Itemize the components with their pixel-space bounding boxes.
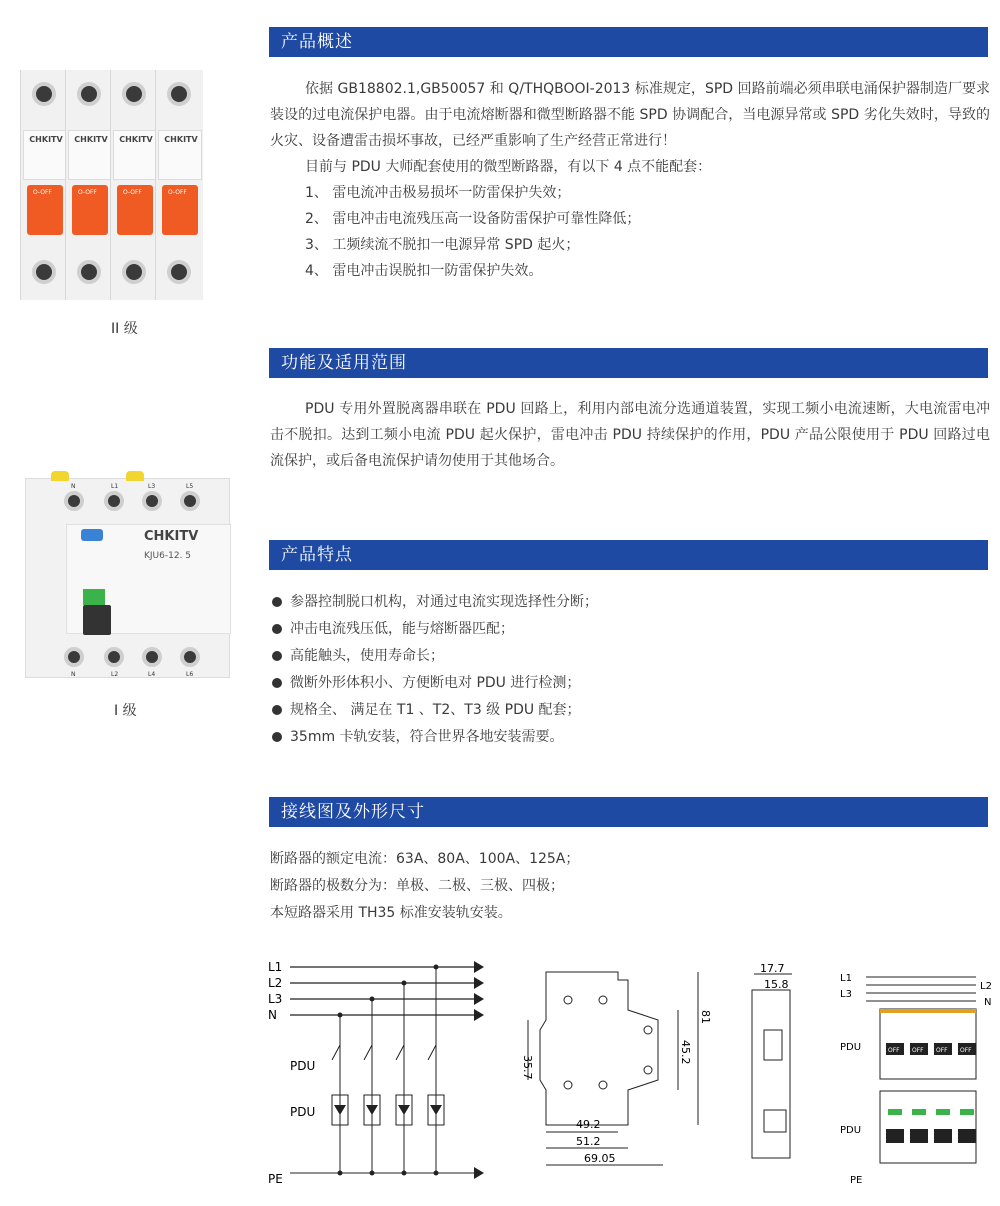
wiring-line: 断路器的极数分为：单极、二极、三极、四极； <box>270 878 564 894</box>
dimension-drawing-front <box>740 960 810 1165</box>
ground-label: PE <box>850 1175 863 1185</box>
product-image-class-2: CHKITV O-OFF CHKITV O-OFF CHKITV O-OFF CHKITV O-OFF <box>20 70 230 300</box>
dim-label: 35.7 <box>521 1055 534 1080</box>
feature-item: 高能触头，使用寿命长； <box>272 643 992 670</box>
overview-paragraph: 依据 GB18802.1,GB50057 和 Q/THQBOOI-2013 标准规定，SPD 回路前端必须串联电涌保护器制造厂要求装设的过电流保护电器。由于电流熔断器和微型断路器不能 SPD 协调配合，当电源异常或 SPD 劣化失效时，导致的火灾、设备遭雷击损坏事故，已经严重影响了生产经营正常进行！ <box>270 81 990 149</box>
svg-text:OFF: OFF <box>912 1047 924 1054</box>
dim-label: 45.2 <box>679 1040 692 1065</box>
section-title-overview: 产品概述 <box>269 27 988 57</box>
dim-label: 81 <box>699 1010 712 1024</box>
overview-item: 1、 雷电流冲击极易损坏一防雷保护失效； <box>305 185 571 201</box>
section-title-features: 产品特点 <box>269 540 988 570</box>
product-caption-class-2: II 级 <box>111 321 138 337</box>
pdu-label: PDU <box>840 1042 862 1053</box>
feature-item: 微断外形体积小、方便断电对 PDU 进行检测； <box>272 670 992 697</box>
dim-label: 51.2 <box>576 1135 601 1148</box>
wiring-line: 断路器的额定电流：63A、80A、100A、125A； <box>270 851 580 867</box>
bus-label: N <box>268 1008 277 1022</box>
product-image-class-1: N L1 L3 L5 CHKITV KJU6-12. 5 N L2 L4 L6 <box>25 478 230 678</box>
bus-label: L2 <box>268 976 283 990</box>
wiring-line: 本短路器采用 TH35 标准安装轨安装。 <box>270 905 512 921</box>
wiring-diagram-panel <box>836 965 996 1185</box>
product-caption-class-1: I 级 <box>114 703 137 719</box>
section-title-wiring: 接线图及外形尺寸 <box>269 797 988 827</box>
brand-label: CHKITV <box>144 529 199 544</box>
overview-intro: 目前与 PDU 大师配套使用的微型断路器，有以下 4 点不能配套： <box>305 159 712 175</box>
section-title-function: 功能及适用范围 <box>269 348 988 378</box>
overview-item: 3、 工频续流不脱扣一电源异常 SPD 起火； <box>305 237 580 253</box>
bus-label: N <box>984 997 992 1008</box>
svg-text:OFF: OFF <box>936 1047 948 1054</box>
dimension-drawing-side <box>518 960 718 1180</box>
features-list <box>272 589 992 751</box>
pdu-label: PDU <box>290 1105 316 1119</box>
ground-label: PE <box>268 1172 283 1186</box>
pdu-label: PDU <box>840 1125 862 1136</box>
dim-label: 69.05 <box>584 1152 616 1165</box>
bus-label: L2 <box>980 981 992 992</box>
overview-item: 2、 雷电冲击电流残压高一设备防雷保护可靠性降低； <box>305 211 641 227</box>
dim-label: 15.8 <box>764 978 789 991</box>
feature-item: 参器控制脱口机构，对通过电流实现选择性分断； <box>272 589 992 616</box>
feature-item: 规格全、 满足在 T1 、T2、T3 级 PDU 配套； <box>272 697 992 724</box>
dim-label: 17.7 <box>760 962 785 975</box>
function-text <box>270 396 990 474</box>
svg-text:OFF: OFF <box>888 1047 900 1054</box>
feature-item: 35mm 卡轨安装，符合世界各地安装需要。 <box>272 724 992 751</box>
bus-label: L1 <box>268 960 283 974</box>
dim-label: 49.2 <box>576 1118 601 1131</box>
overview-item: 4、 雷电冲击误脱扣一防雷保护失效。 <box>305 263 543 279</box>
overview-text <box>270 76 990 284</box>
feature-item: 冲击电流残压低，能与熔断器匹配； <box>272 616 992 643</box>
brand-label: CHKITV <box>29 135 63 144</box>
function-paragraph: PDU 专用外置脱离器串联在 PDU 回路上，利用内部电流分选通道装置，实现工频小电流速断，大电流雷电冲击不脱扣。达到工频小电流 PDU 起火保护，雷电冲击 PDU 持续保护的作用，PDU 产品公限使用于 PDU 回路过电流保护，或后备电流保护请勿使用于其他场合。 <box>270 401 990 469</box>
wiring-text <box>270 846 990 927</box>
bus-label: L1 <box>840 973 852 984</box>
bus-label: L3 <box>840 989 852 1000</box>
bus-label: L3 <box>268 992 283 1006</box>
svg-text:OFF: OFF <box>960 1047 972 1054</box>
pdu-label: PDU <box>290 1059 316 1073</box>
wiring-diagram <box>262 955 492 1195</box>
model-label: KJU6-12. 5 <box>144 551 192 561</box>
